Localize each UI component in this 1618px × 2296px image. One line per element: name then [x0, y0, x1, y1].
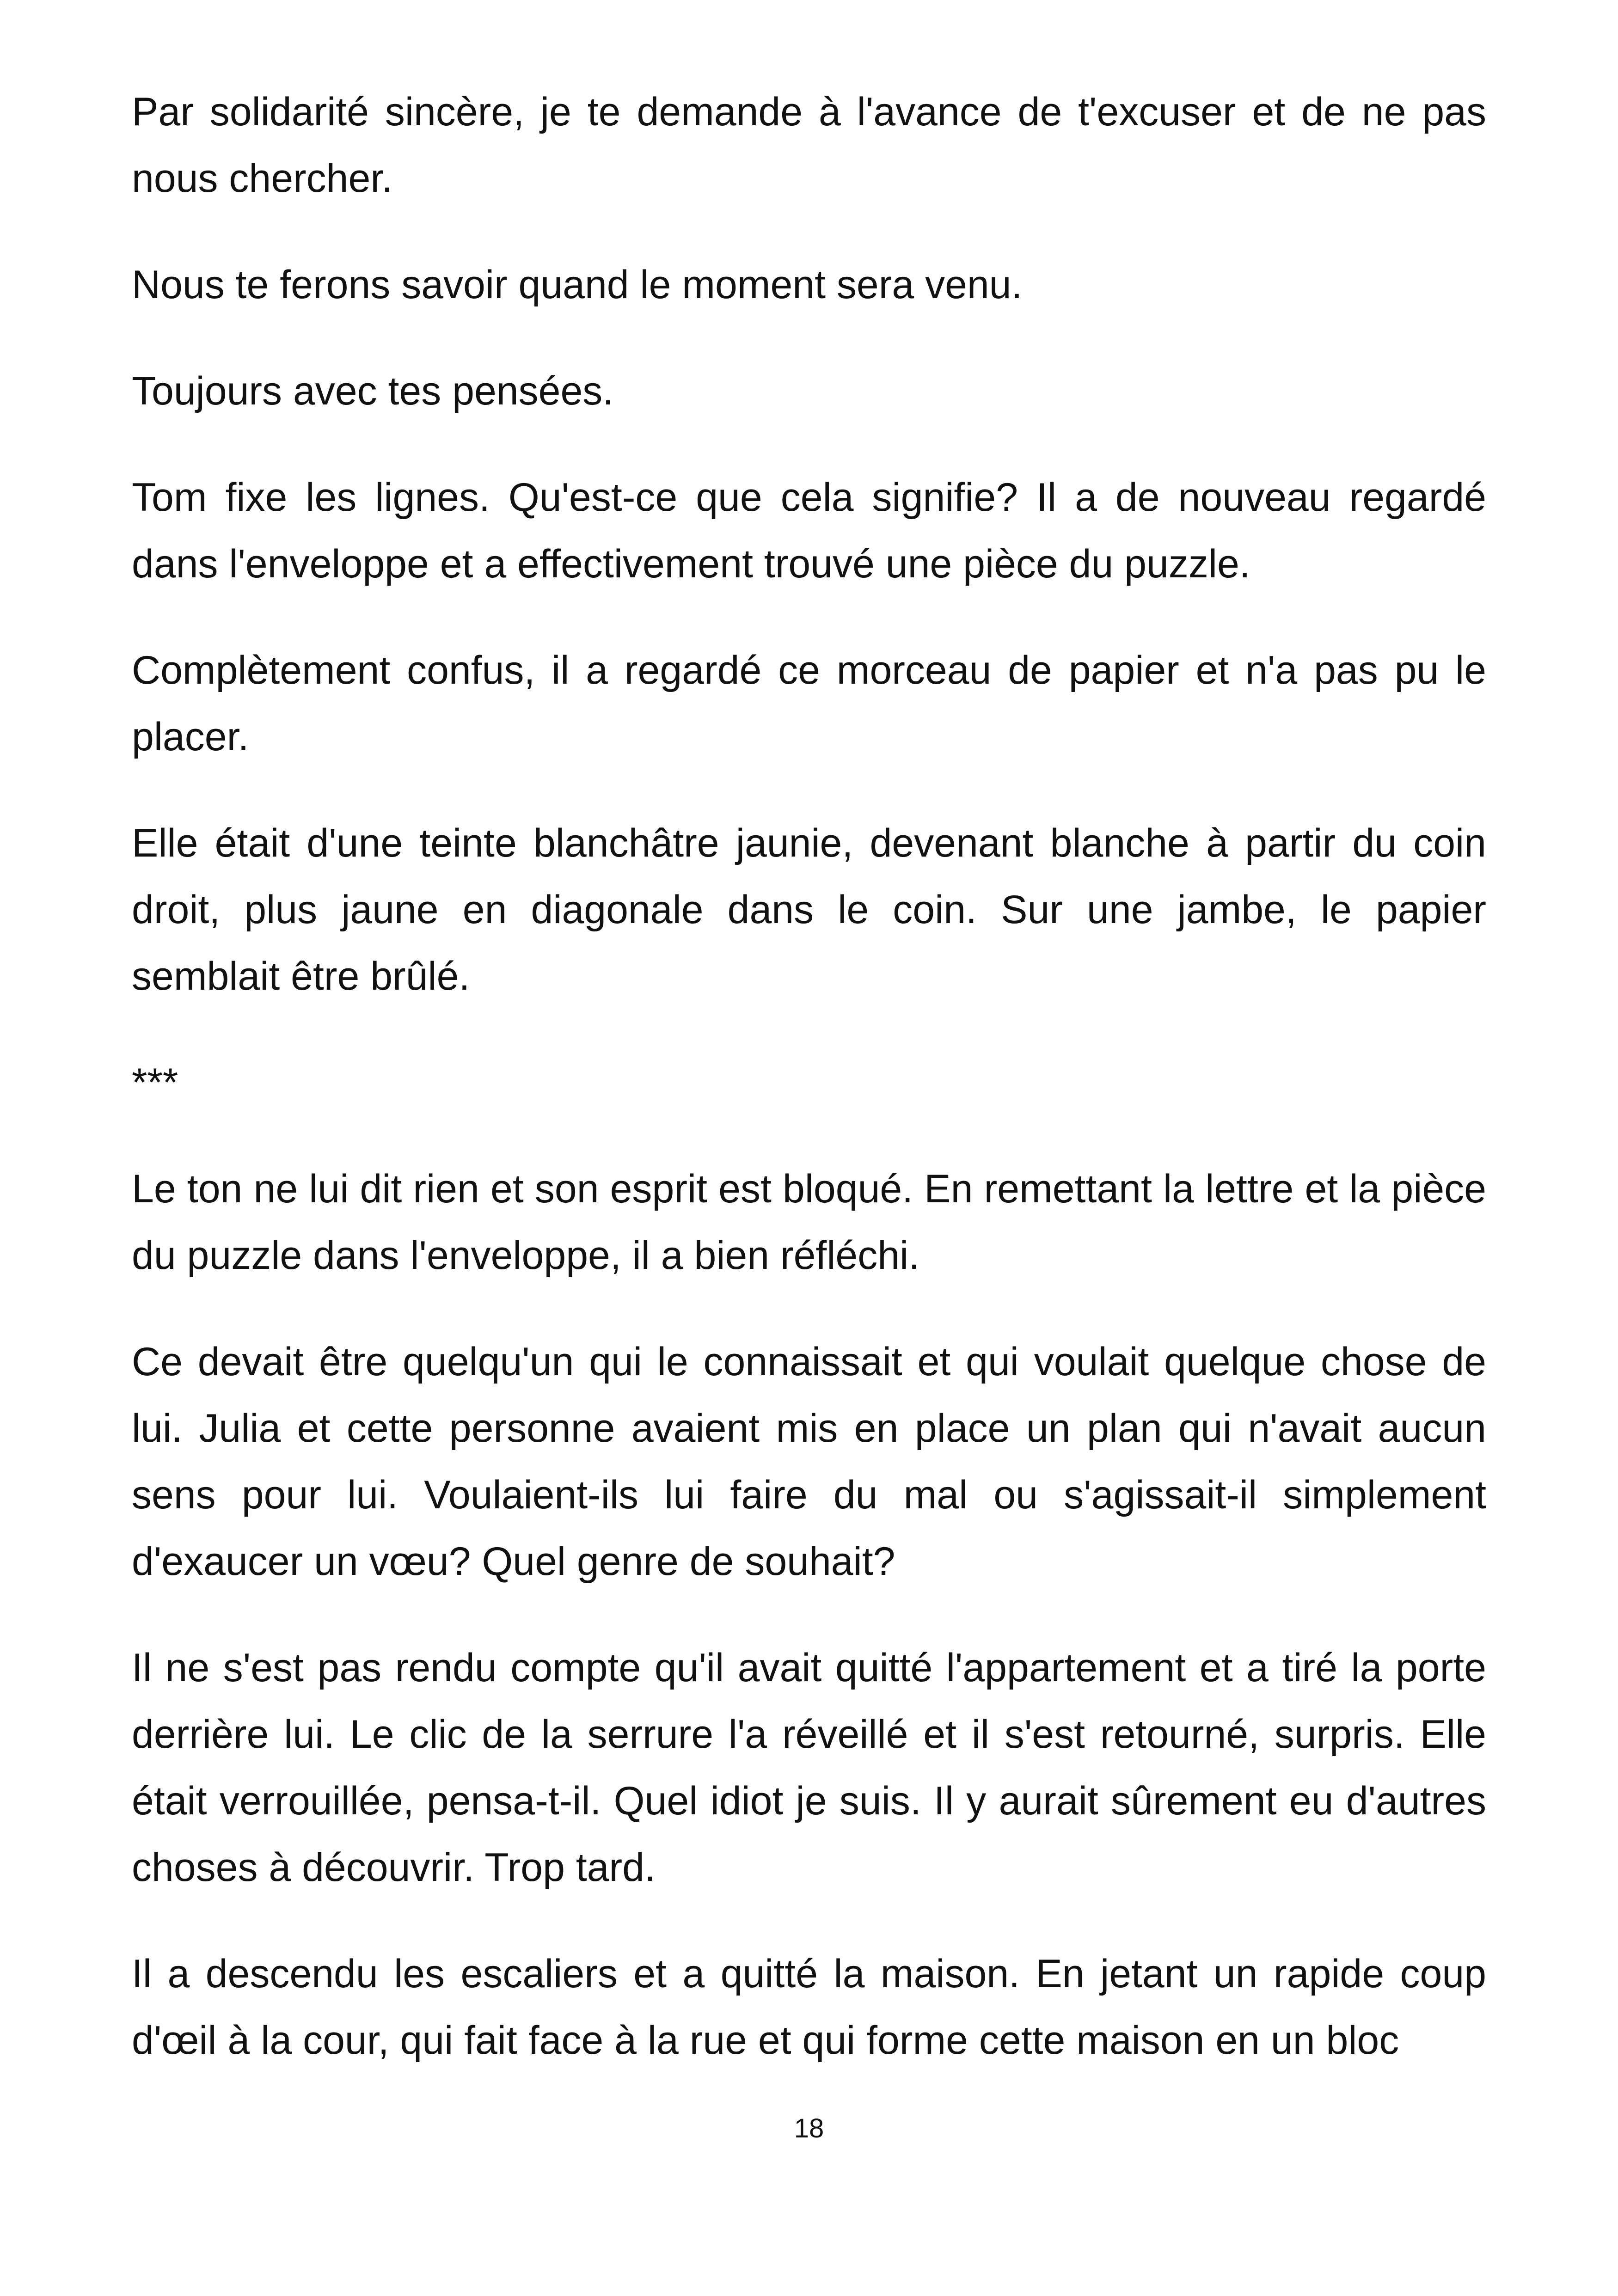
- paragraph-6: Elle était d'une teinte blanchâtre jaunie, devenant blanche à partir du coin droit, plus jaune en diagonale dans le coin. Sur une jambe, le papier semblait être brûlé.: [132, 821, 1486, 998]
- paragraph-1: Par solidarité sincère, je te demande à l'avance de t'excuser et de ne pas nous chercher.: [132, 90, 1486, 201]
- paragraph-3: Toujours avec tes pensées.: [132, 369, 614, 413]
- paragraph-8: Ce devait être quelqu'un qui le connaissait et qui voulait quelque chose de lui. Julia et cette personne avaient mis en place un plan qui n'avait aucun sens pour lui. Voulaient-ils lui faire du mal ou s'agissait-il simplement d'exaucer un vœu? Quel genre de souhait?: [132, 1340, 1486, 1584]
- paragraph-2: Nous te ferons savoir quand le moment sera venu.: [132, 263, 1023, 307]
- paragraph-4: Tom fixe les lignes. Qu'est-ce que cela signifie? Il a de nouveau regardé dans l'enveloppe et a effectivement trouvé une pièce du puzzle.: [132, 475, 1486, 586]
- section-break: ***: [132, 1060, 178, 1105]
- paragraph-7: Le ton ne lui dit rien et son esprit est bloqué. En remettant la lettre et la pièce du puzzle dans l'enveloppe, il a bien réfléchi.: [132, 1167, 1486, 1278]
- paragraph-10: Il a descendu les escaliers et a quitté la maison. En jetant un rapide coup d'œil à la cour, qui fait face à la rue et qui forme cette maison en un bloc: [132, 1952, 1486, 2063]
- paragraph-9: Il ne s'est pas rendu compte qu'il avait quitté l'appartement et a tiré la porte derrière lui. Le clic de la serrure l'a réveillé et il s'est retourné, surpris. Elle était verrouillée, pensa-t-il. Quel idiot je suis. Il y aurait sûrement eu d'autres choses à découvrir. Trop tard.: [132, 1646, 1486, 1890]
- paragraph-5: Complètement confus, il a regardé ce morceau de papier et n'a pas pu le placer.: [132, 648, 1486, 759]
- page-body: [132, 79, 1486, 2074]
- page-number: 18: [794, 2113, 824, 2143]
